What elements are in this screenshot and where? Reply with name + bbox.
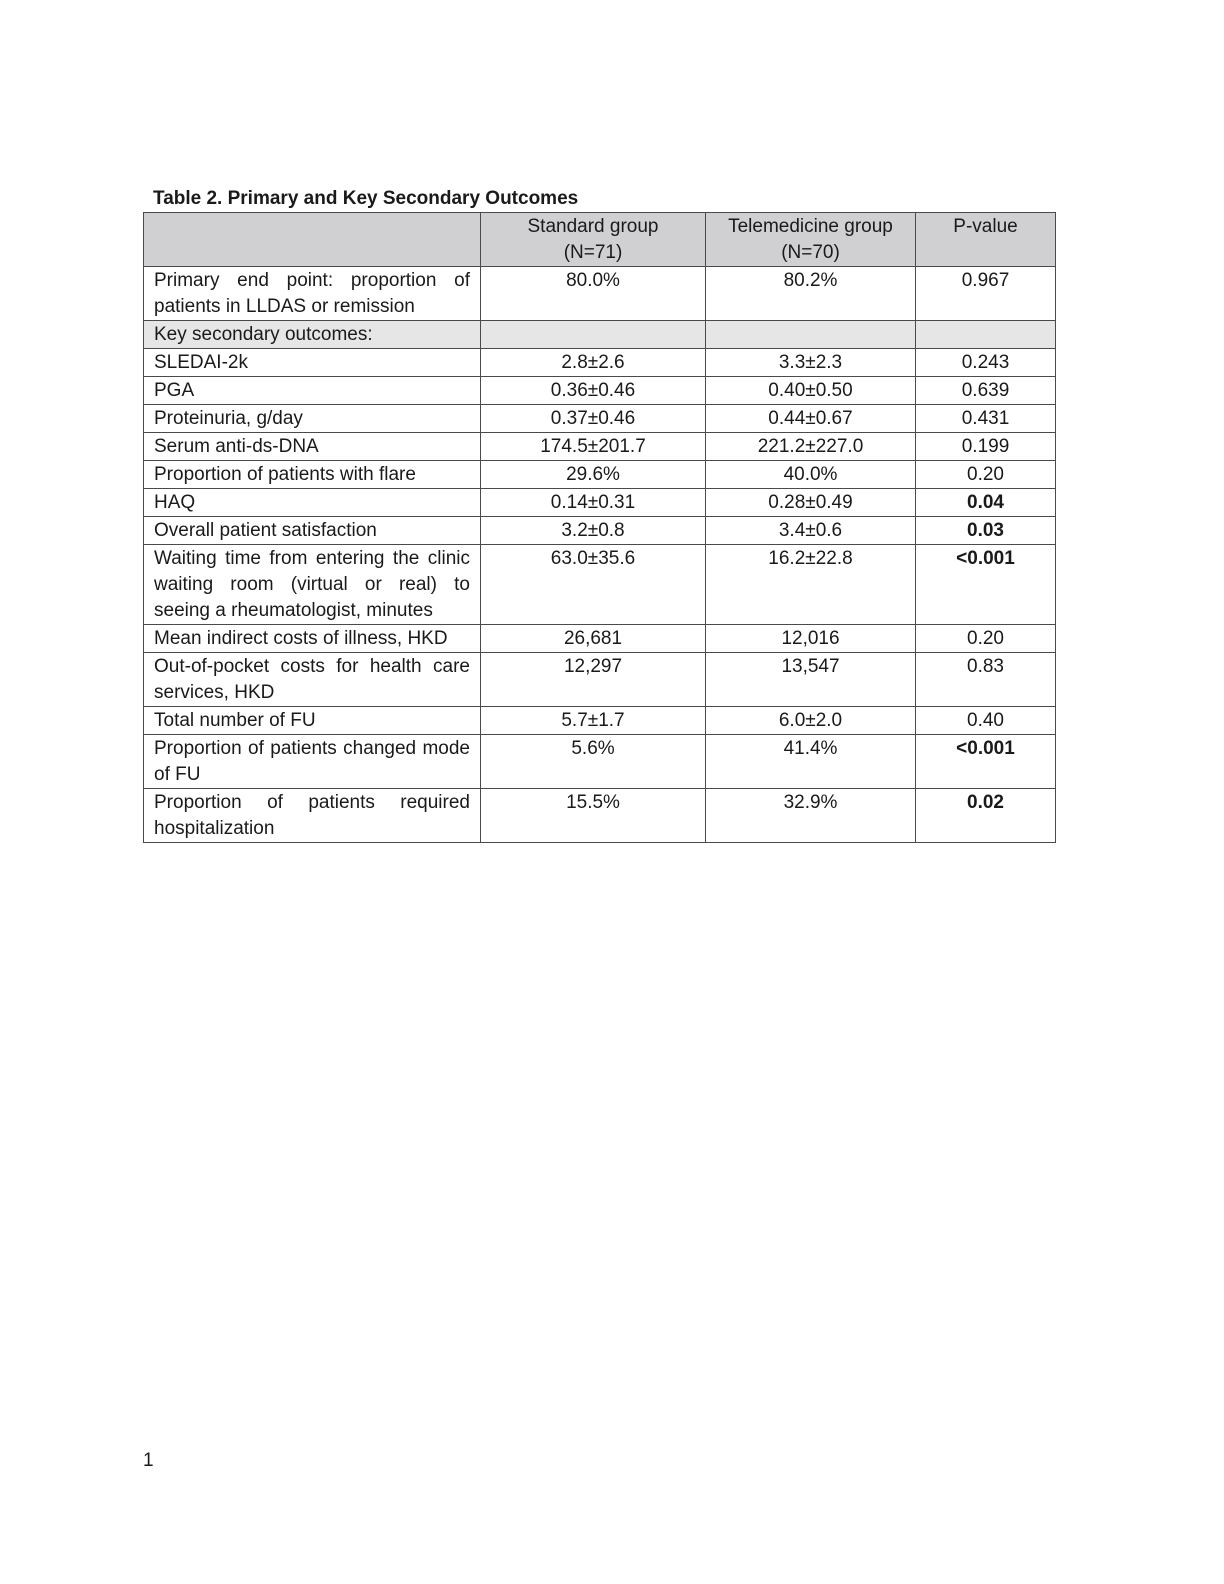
- outcomes-table: [143, 212, 1056, 843]
- p-value: 0.03: [916, 517, 1056, 545]
- p-value: 0.199: [916, 433, 1056, 461]
- header-telemedicine-group-n: (N=70): [781, 242, 840, 263]
- outcome-label: Total number of FU: [144, 707, 481, 735]
- table-row: [144, 267, 1056, 321]
- outcome-label: Primary end point: proportion of patients in LLDAS or remission: [144, 267, 481, 321]
- table-row: [144, 653, 1056, 707]
- standard-group-value: 0.14±0.31: [481, 489, 706, 517]
- telemedicine-group-value: 0.44±0.67: [706, 405, 916, 433]
- standard-group-value: 63.0±35.6: [481, 545, 706, 625]
- header-telemedicine-group: [706, 213, 916, 267]
- telemedicine-group-value: 13,547: [706, 653, 916, 707]
- telemedicine-group-value: 221.2±227.0: [706, 433, 916, 461]
- outcome-label: HAQ: [144, 489, 481, 517]
- telemedicine-group-value: 40.0%: [706, 461, 916, 489]
- standard-group-value: [481, 321, 706, 349]
- table-row: [144, 517, 1056, 545]
- header-p-value: P-value: [916, 213, 1056, 267]
- header-standard-group-label: Standard group: [527, 216, 659, 237]
- p-value: 0.83: [916, 653, 1056, 707]
- standard-group-value: 29.6%: [481, 461, 706, 489]
- telemedicine-group-value: 12,016: [706, 625, 916, 653]
- section-header-row: [144, 321, 1056, 349]
- table-row: [144, 489, 1056, 517]
- p-value: 0.967: [916, 267, 1056, 321]
- outcome-label: Overall patient satisfaction: [144, 517, 481, 545]
- p-value: 0.431: [916, 405, 1056, 433]
- outcome-label: Out-of-pocket costs for health care services, HKD: [144, 653, 481, 707]
- table-row: [144, 735, 1056, 789]
- telemedicine-group-value: 80.2%: [706, 267, 916, 321]
- outcome-label: Serum anti-ds-DNA: [144, 433, 481, 461]
- telemedicine-group-value: 32.9%: [706, 789, 916, 843]
- standard-group-value: 5.6%: [481, 735, 706, 789]
- p-value: 0.40: [916, 707, 1056, 735]
- outcome-label: SLEDAI-2k: [144, 349, 481, 377]
- table-title: Table 2. Primary and Key Secondary Outcomes: [153, 188, 579, 209]
- table-row: [144, 461, 1056, 489]
- outcome-label: Mean indirect costs of illness, HKD: [144, 625, 481, 653]
- table-row: [144, 707, 1056, 735]
- table-row: [144, 625, 1056, 653]
- header-empty-cell: [144, 213, 481, 267]
- telemedicine-group-value: 3.3±2.3: [706, 349, 916, 377]
- standard-group-value: 174.5±201.7: [481, 433, 706, 461]
- table-row: [144, 405, 1056, 433]
- table-header-row: [144, 213, 1056, 267]
- table-row: [144, 377, 1056, 405]
- outcome-label: PGA: [144, 377, 481, 405]
- p-value: <0.001: [916, 735, 1056, 789]
- standard-group-value: 2.8±2.6: [481, 349, 706, 377]
- telemedicine-group-value: 41.4%: [706, 735, 916, 789]
- outcome-label: Proteinuria, g/day: [144, 405, 481, 433]
- header-standard-group: [481, 213, 706, 267]
- table-row: [144, 433, 1056, 461]
- outcome-label: Waiting time from entering the clinic waiting room (virtual or real) to seeing a rheumatologist, minutes: [144, 545, 481, 625]
- outcome-label: Key secondary outcomes:: [144, 321, 481, 349]
- telemedicine-group-value: [706, 321, 916, 349]
- standard-group-value: 12,297: [481, 653, 706, 707]
- table-row: [144, 789, 1056, 843]
- standard-group-value: 80.0%: [481, 267, 706, 321]
- p-value: 0.243: [916, 349, 1056, 377]
- p-value: 0.639: [916, 377, 1056, 405]
- telemedicine-group-value: 0.28±0.49: [706, 489, 916, 517]
- telemedicine-group-value: 16.2±22.8: [706, 545, 916, 625]
- telemedicine-group-value: 0.40±0.50: [706, 377, 916, 405]
- outcome-label: Proportion of patients changed mode of FU: [144, 735, 481, 789]
- standard-group-value: 26,681: [481, 625, 706, 653]
- p-value: 0.20: [916, 461, 1056, 489]
- outcome-label: Proportion of patients required hospitalization: [144, 789, 481, 843]
- table-row: [144, 545, 1056, 625]
- p-value: 0.02: [916, 789, 1056, 843]
- p-value: 0.04: [916, 489, 1056, 517]
- header-telemedicine-group-label: Telemedicine group: [728, 216, 893, 237]
- telemedicine-group-value: 3.4±0.6: [706, 517, 916, 545]
- table-body: [144, 267, 1056, 843]
- standard-group-value: 3.2±0.8: [481, 517, 706, 545]
- outcome-label: Proportion of patients with flare: [144, 461, 481, 489]
- telemedicine-group-value: 6.0±2.0: [706, 707, 916, 735]
- page-number: 1: [143, 1450, 154, 1471]
- p-value: 0.20: [916, 625, 1056, 653]
- p-value: [916, 321, 1056, 349]
- standard-group-value: 0.37±0.46: [481, 405, 706, 433]
- p-value: <0.001: [916, 545, 1056, 625]
- standard-group-value: 5.7±1.7: [481, 707, 706, 735]
- table-row: [144, 349, 1056, 377]
- standard-group-value: 0.36±0.46: [481, 377, 706, 405]
- header-standard-group-n: (N=71): [563, 242, 623, 263]
- standard-group-value: 15.5%: [481, 789, 706, 843]
